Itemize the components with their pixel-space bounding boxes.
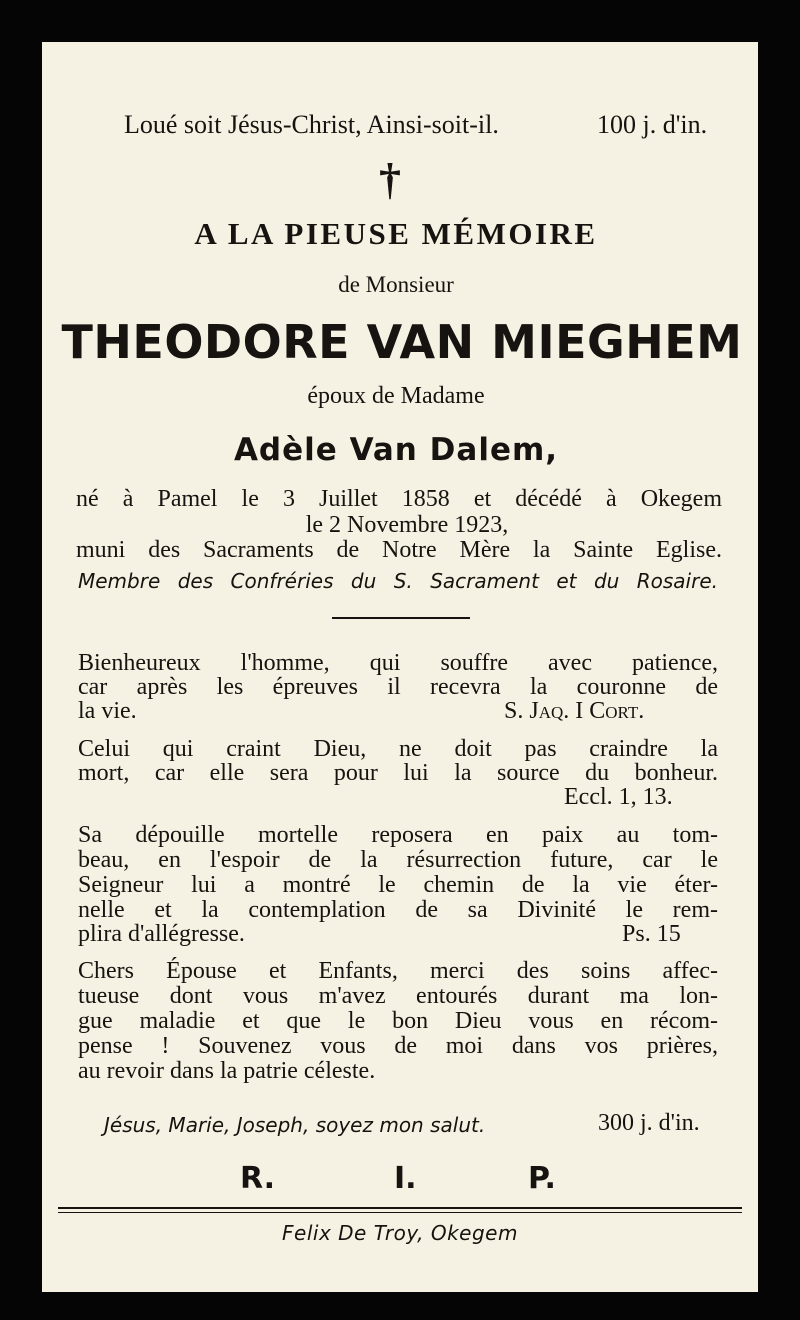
section-divider [332,617,470,619]
footer-rule-top [58,1207,742,1209]
verse-2-line: Celui qui craint Dieu, ne doit pas craindre la [78,736,718,762]
rip-letter: P. [528,1161,556,1196]
verse-2-reference: Eccl. 1, 13. [564,784,673,810]
closing-prayer: Jésus, Marie, Joseph, soyez mon salut. [104,1113,486,1137]
rip-letter: I. [394,1161,417,1196]
cross-icon: † [379,155,401,204]
verse-3-line: Sa dépouille mortelle reposera en paix au tom- [78,822,718,848]
verse-4-line: Chers Épouse et Enfants, merci des soins affec- [78,958,718,984]
verse-3-last-line: plira d'allégresse. [78,921,245,947]
verse-4-line: pense ! Souvenez vous de moi dans vos prières, [78,1033,718,1059]
bio-membership: Membre des Confréries du S. Sacrament et du Rosaire. [78,569,718,593]
deceased-name: THEODORE VAN MIEGHEM [61,315,743,369]
verse-1-line: Bienheureux l'homme, qui souffre avec patience, [78,650,718,676]
bio-birth-death: né à Pamel le 3 Juillet 1858 et décédé à Okegem [76,486,722,512]
footer-rule-bottom [58,1212,742,1213]
spouse-name: Adèle Van Dalem, [233,432,559,468]
header-indulgence: 100 j. d'in. [597,110,708,139]
printer-imprint: Felix De Troy, Okegem [282,1221,518,1245]
verse-1-reference: S. Jaq. I Cort. [504,698,645,724]
memorial-intro: de Monsieur [338,272,454,297]
memorial-heading: A LA PIEUSE MÉMOIRE [194,216,598,251]
memorial-card [42,42,758,1292]
bio-sacraments: muni des Sacraments de Notre Mère la Sainte Eglise. [76,537,722,563]
closing-indulgence: 300 j. d'in. [598,1110,700,1136]
verse-3-reference: Ps. 15 [622,921,681,947]
bio-death-date: le 2 Novembre 1923, [305,512,509,538]
header-invocation: Loué soit Jésus-Christ, Ainsi-soit-il. [124,110,499,139]
rip-letter: R. [240,1161,276,1196]
verse-4-last-line: au revoir dans la patrie céleste. [78,1058,376,1084]
verse-4-line: tueuse dont vous m'avez entourés durant ma lon- [78,983,718,1009]
verse-2-line: mort, car elle sera pour lui la source du bonheur. [78,760,718,786]
verse-4-line: gue maladie et que le bon Dieu vous en récom- [78,1008,718,1034]
verse-3-line: Seigneur lui a montré le chemin de la vie éter- [78,872,718,898]
verse-1-last-line: la vie. [78,698,137,724]
verse-3-line: beau, en l'espoir de la résurrection future, car le [78,847,718,873]
spouse-intro: époux de Madame [307,383,485,409]
verse-1-line: car après les épreuves il recevra la couronne de [78,674,718,700]
verse-3-line: nelle et la contemplation de sa Divinité le rem- [78,897,718,923]
